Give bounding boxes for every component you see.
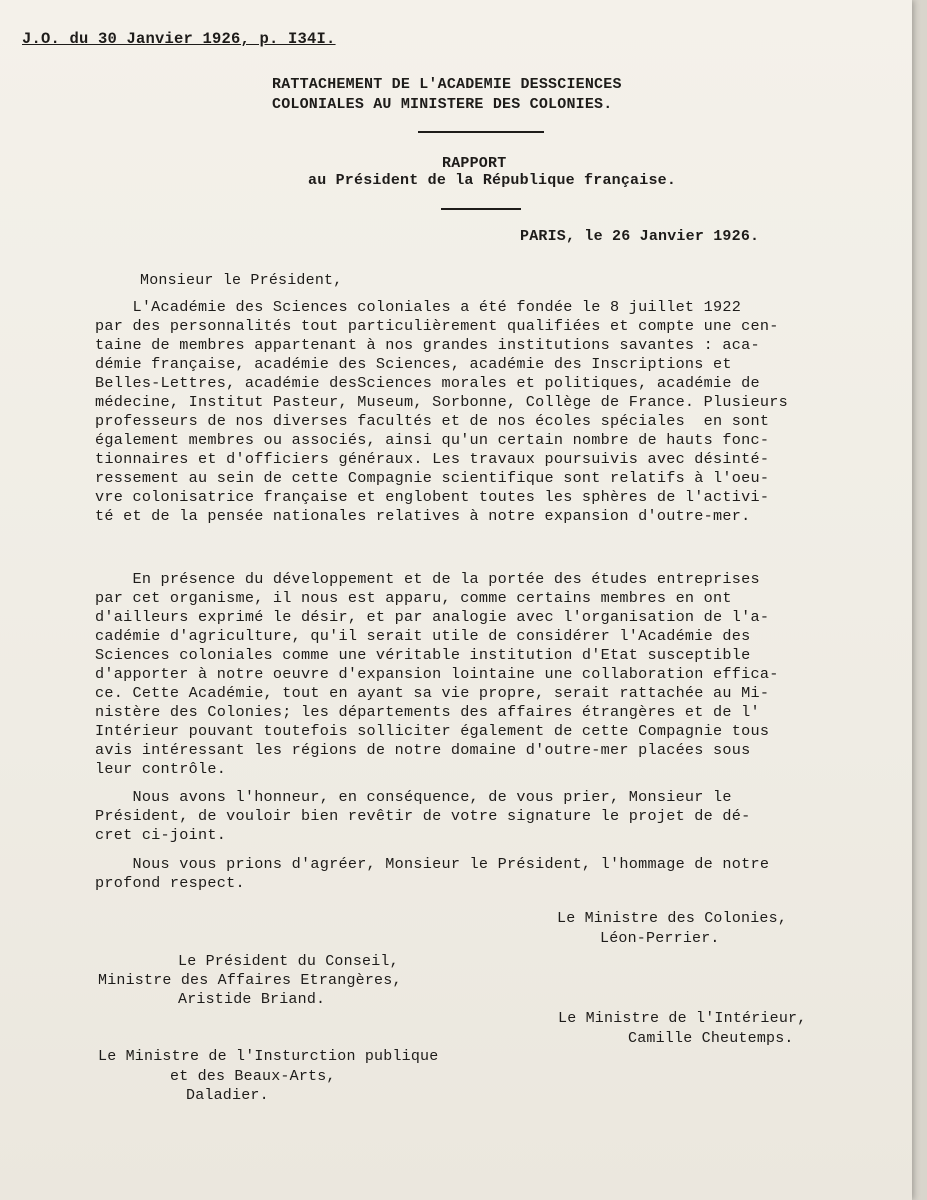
paragraph-line: leur contrôle.: [95, 760, 227, 778]
paragraph-line: ressement au sein de cette Compagnie scientifique sont relatifs à l'oeu-: [95, 469, 770, 487]
title-line-1: RATTACHEMENT DE L'ACADEMIE DESSCIENCES: [272, 76, 622, 93]
paragraph-line: L'Académie des Sciences coloniales a été fondée le 8 juillet 1922: [95, 298, 742, 316]
salutation: Monsieur le Président,: [140, 272, 343, 289]
paragraph-line: également membres ou associés, ainsi qu'un certain nombre de hauts fonc-: [95, 431, 770, 449]
paragraph-line: avis intéressant les régions de notre domaine d'outre-mer placées sous: [95, 741, 751, 759]
paragraph-line: Sciences coloniales comme une véritable institution d'Etat susceptible: [95, 646, 751, 664]
paragraph-line: Président, de vouloir bien revêtir de votre signature le projet de dé-: [95, 807, 751, 825]
paragraph-line: En présence du développement et de la portée des études entreprises: [95, 570, 760, 588]
report-subheading: au Président de la République française.: [308, 172, 677, 189]
paragraph-line: cadémie d'agriculture, qu'il serait utile de considérer l'Académie des: [95, 627, 751, 645]
title-divider: [418, 131, 544, 133]
paragraph-line: médecine, Institut Pasteur, Museum, Sorbonne, Collège de France. Plusieurs: [95, 393, 788, 411]
journal-reference: J.O. du 30 Janvier 1926, p. I34I.: [22, 30, 336, 48]
paragraph-line: cret ci-joint.: [95, 826, 227, 844]
paragraph-line: professeurs de nos diverses facultés et de nos écoles spéciales en sont: [95, 412, 770, 430]
paragraph-line: Nous vous prions d'agréer, Monsieur le Président, l'hommage de notre: [95, 855, 770, 873]
signature-conseil-title-2: Ministre des Affaires Etrangères,: [98, 972, 402, 989]
paragraph-line: nistère des Colonies; les départements des affaires étrangères et de l': [95, 703, 760, 721]
paragraph-line: vre colonisatrice française et englobent toutes les sphères de l'activi-: [95, 488, 770, 506]
paragraph-line: par cet organisme, il nous est apparu, comme certains membres en ont: [95, 589, 732, 607]
paragraph-line: té et de la pensée nationales relatives à notre expansion d'outre-mer.: [95, 507, 751, 525]
paragraph-line: démie française, académie des Sciences, académie des Inscriptions et: [95, 355, 732, 373]
paragraph-line: d'apporter à notre oeuvre d'expansion lointaine une collaboration effica-: [95, 665, 779, 683]
paragraph-line: taine de membres appartenant à nos grandes institutions savantes : aca-: [95, 336, 760, 354]
paragraph-line: tionnaires et d'officiers généraux. Les travaux poursuivis avec désinté-: [95, 450, 770, 468]
signature-interieur-title: Le Ministre de l'Intérieur,: [558, 1010, 807, 1027]
paragraph-line: Intérieur pouvant toutefois solliciter également de cette Compagnie tous: [95, 722, 770, 740]
paragraph-line: Belles-Lettres, académie desSciences morales et politiques, académie de: [95, 374, 760, 392]
signature-instruction-title-1: Le Ministre de l'Insturction publique: [98, 1048, 439, 1065]
signature-instruction-name: Daladier.: [186, 1087, 269, 1104]
paragraph-line: profond respect.: [95, 874, 245, 892]
paragraph-line: ce. Cette Académie, tout en ayant sa vie propre, serait rattachée au Mi-: [95, 684, 770, 702]
signature-interieur-name: Camille Cheutemps.: [628, 1030, 794, 1047]
signature-colonies-title: Le Ministre des Colonies,: [557, 910, 788, 927]
signature-conseil-name: Aristide Briand.: [178, 991, 326, 1008]
signature-conseil-title-1: Le Président du Conseil,: [178, 953, 399, 970]
report-divider: [441, 208, 521, 210]
title-line-2: COLONIALES AU MINISTERE DES COLONIES.: [272, 96, 613, 113]
report-heading: RAPPORT: [442, 155, 507, 172]
date-line: PARIS, le 26 Janvier 1926.: [520, 228, 760, 245]
paragraph-line: par des personnalités tout particulièrement qualifiées et compte une cen-: [95, 317, 779, 335]
signature-instruction-title-2: et des Beaux-Arts,: [170, 1068, 336, 1085]
paragraph-line: Nous avons l'honneur, en conséquence, de vous prier, Monsieur le: [95, 788, 732, 806]
signature-colonies-name: Léon-Perrier.: [600, 930, 720, 947]
paragraph-line: d'ailleurs exprimé le désir, et par analogie avec l'organisation de l'a-: [95, 608, 770, 626]
